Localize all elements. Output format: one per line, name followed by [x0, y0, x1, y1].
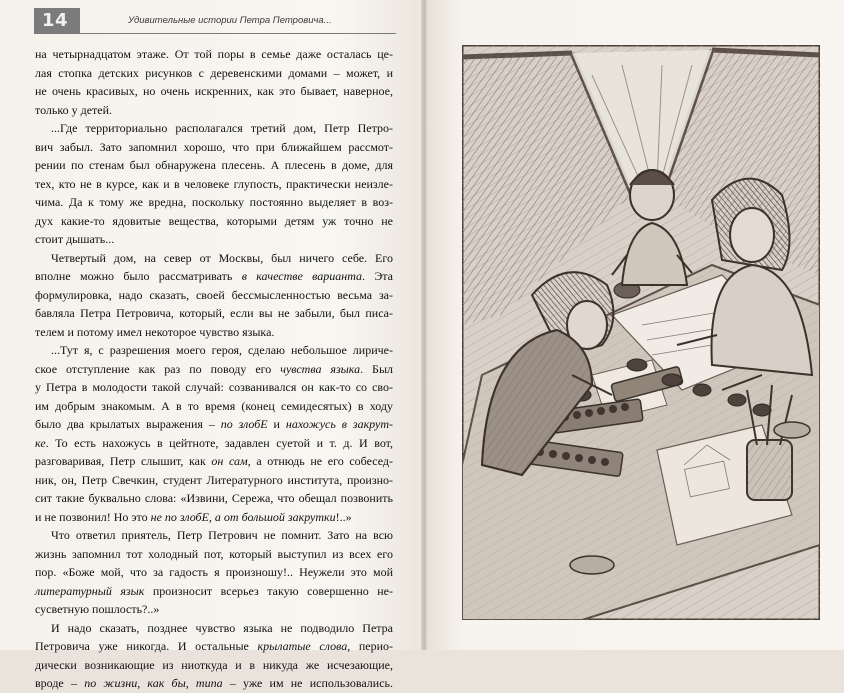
- text-line: ник, он, Петр Свечкин, студент Литературного института, произно-: [35, 472, 393, 487]
- text-line: тех, кто не в курсе, как и в человеке глупость, практически неизле-: [35, 176, 393, 191]
- text-line: Петровича уже никогда. И остальные крылатые слова, перио-: [35, 639, 393, 653]
- text-line: литературный язык произносит всерьез такую совершенно не-: [35, 583, 394, 598]
- text-line: бавляла Петра Петровича, который, если вы не забыли, был писа-: [35, 306, 393, 320]
- text-line: у Петра в молодости такой случай: созванивался он как-то со сво-: [35, 380, 393, 394]
- text-line: было два крылатых выражения – по злобЕ и нахожусь в закрут-: [35, 417, 394, 431]
- text-line: вич забыл. Зато запомнил хорошо, что при ближайшем рассмот-: [35, 139, 393, 154]
- text-line: ...Где территориально располагался третий дом, Петр Петро-: [51, 121, 393, 135]
- text-line: Четвертый дом, на север от Москвы, был ничего себе. Его: [51, 250, 393, 265]
- text-line: разговаривая, Петр слышит, как он сам, а отнюдь не его собесед-: [35, 454, 393, 468]
- text-line: только у детей.: [35, 102, 113, 117]
- text-line: И надо сказать, позднее чувство языка не подводило Петра: [51, 620, 393, 635]
- illustration-children-drawing: [462, 45, 820, 620]
- text-line: Что ответил приятель, Петр Петрович не помнит. Зато на всю: [51, 528, 393, 542]
- bowl: [774, 422, 810, 438]
- text-line: пор. «Боже мой, что за гадость я произношу!.. Неужели это мой: [35, 565, 393, 579]
- text-line: рении по стенам был обнаружена плесень. А плесень в доме, для: [35, 158, 393, 172]
- text-line: ке. То есть нахожусь в цейтноте, задавлен суетой и т. д. И вот,: [35, 435, 393, 450]
- text-line: дух какие-то ядовитые вещества, которыми детям уж точно не: [35, 213, 393, 228]
- running-head: Удивительные истории Петра Петровича...: [128, 15, 332, 26]
- book-gutter: [421, 0, 427, 650]
- text-line: жизнь запомнил тот холодный пот, который выступил из всех его: [35, 546, 393, 561]
- text-line: вроде – по жизни, как бы, типа – уже им не использовались.: [35, 676, 394, 690]
- text-line: вполне можно было рассматривать в качестве варианта. Эта: [35, 269, 394, 283]
- text-line: формулировка, надо сказать, своей бессмысленностью весьма за-: [35, 287, 393, 302]
- page-number: 14: [34, 8, 80, 34]
- text-line: ...Тут я, с разрешения моего героя, сделаю небольшое лириче-: [51, 343, 393, 357]
- text-line: стоит дышать...: [35, 232, 115, 246]
- text-line: чима. Да к тому же вредна, поскольку постоянно выделяет в воз-: [35, 195, 393, 209]
- text-line: дически возникающие из ниоткуда и в никуда же исчезающие,: [35, 657, 393, 672]
- text-line: сусветную пошлость?..»: [35, 602, 160, 616]
- text-line: сит такие буквально слова: «Извини, Сережа, что обещал позвонить: [35, 491, 393, 505]
- text-line: лая стопка детских рисунков с деревенскими домами – может, и: [35, 65, 393, 80]
- text-line: на четырнадцатом этаже. От той поры в семье даже осталась це-: [35, 47, 393, 61]
- text-line: и не позвонил! Но это не по злобЕ, а от большой закрутки!..»: [35, 509, 352, 524]
- text-line: не очень красивых, но очень искренних, как это бывает, наверное,: [35, 84, 393, 98]
- bowl: [570, 556, 614, 574]
- text-line: им добрым знакомым. А в то время (конец семидесятых) в ходу: [35, 398, 393, 413]
- text-line: телем и потому имел некоторое чувство языка.: [35, 324, 275, 339]
- header-rule: [80, 33, 396, 34]
- body-text: [35, 45, 393, 693]
- text-line: ское отступление как раз по поводу его чувства языка. Был: [35, 361, 394, 376]
